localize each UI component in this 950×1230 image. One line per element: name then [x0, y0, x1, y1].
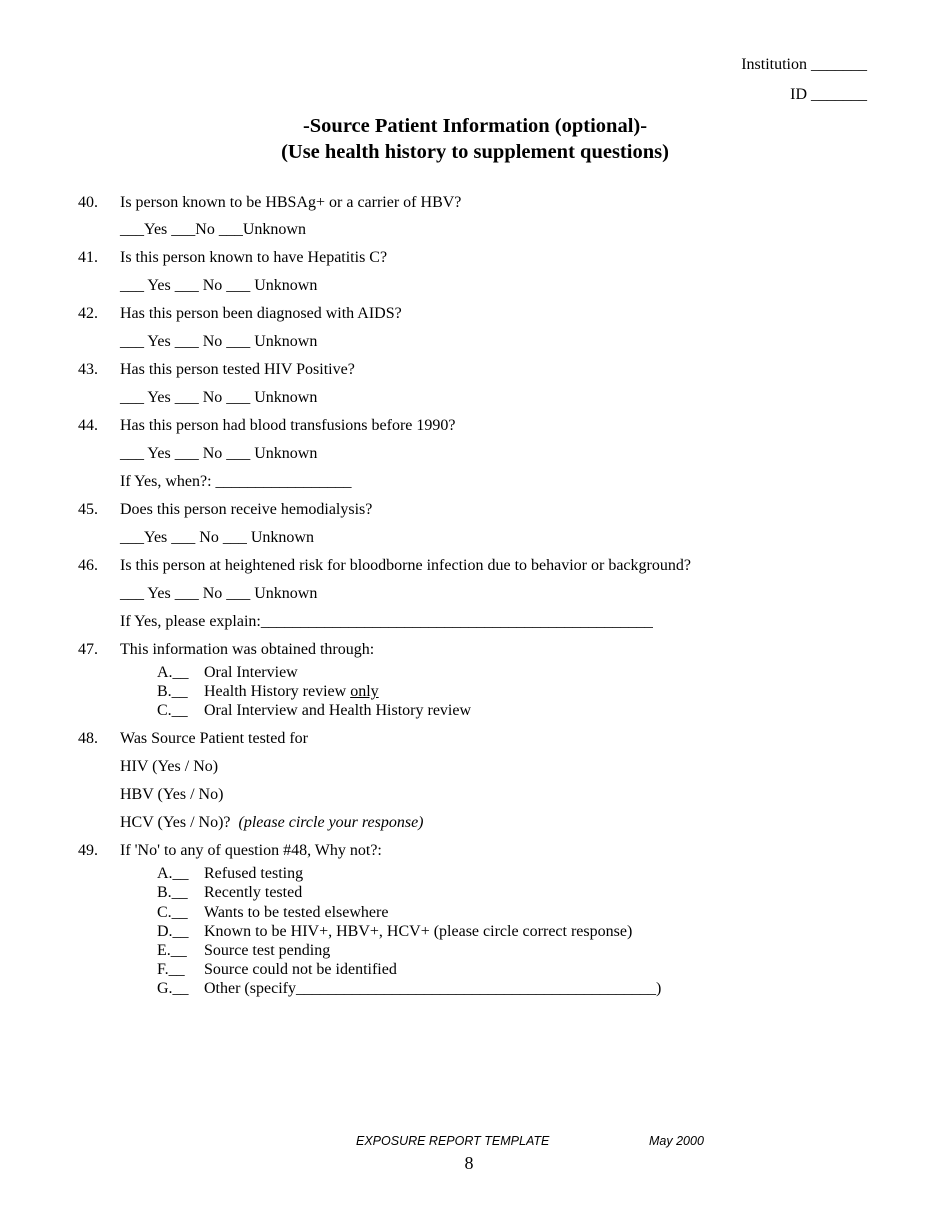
option-letter: C.__: [157, 904, 188, 921]
answer-options: ___ Yes ___ No ___ Unknown: [120, 333, 318, 350]
question-text: This information was obtained through:: [120, 641, 375, 658]
option-letter: B.__: [157, 683, 188, 700]
circle-note: (please circle your response): [238, 814, 424, 831]
question-text: Is this person at heightened risk for bloodborne infection due to behavior or background?: [120, 557, 691, 574]
answer-options: ___ Yes ___ No ___ Unknown: [120, 445, 318, 462]
question-text: Has this person had blood transfusions before 1990?: [120, 417, 456, 434]
option-emphasis: only: [350, 683, 379, 700]
test-line: HCV (Yes / No)?: [120, 814, 231, 831]
id-field: ID _______: [790, 86, 867, 103]
page-title: -Source Patient Information (optional)-: [302, 115, 648, 137]
option-letter: A.__: [157, 664, 189, 681]
option-text: Other (specify_____________________________________________): [204, 980, 662, 997]
test-line-row: [120, 814, 424, 832]
option-letter: A.__: [157, 865, 189, 882]
option-letter: D.__: [157, 923, 189, 940]
option-text: Known to be HIV+, HBV+, HCV+ (please circle correct response): [204, 923, 633, 940]
question-number: 49.: [78, 842, 98, 859]
footer-template-name: EXPOSURE REPORT TEMPLATE: [356, 1134, 550, 1148]
option-text: Oral Interview: [204, 664, 298, 681]
option-text: Oral Interview and Health History review: [204, 702, 472, 719]
option-text: Refused testing: [204, 865, 304, 882]
question-number: 45.: [78, 501, 98, 518]
option-text: Source could not be identified: [204, 961, 397, 978]
option-letter: C.__: [157, 702, 188, 719]
page-subtitle: (Use health history to supplement questions): [281, 141, 669, 163]
footer-date: May 2000: [649, 1134, 704, 1148]
option-text: Recently tested: [204, 884, 303, 901]
question-number: 41.: [78, 249, 98, 266]
option-letter: F.__: [157, 961, 185, 978]
question-text: Was Source Patient tested for: [120, 730, 308, 747]
test-line: HIV (Yes / No): [120, 758, 219, 775]
question-text: Has this person been diagnosed with AIDS?: [120, 305, 402, 322]
institution-field: Institution _______: [741, 56, 867, 73]
question-number: 40.: [78, 194, 98, 211]
option-letter: B.__: [157, 884, 188, 901]
page-number: 8: [464, 1153, 474, 1173]
option-text: Wants to be tested elsewhere: [204, 904, 389, 921]
followup-field: If Yes, please explain:_________________________________________________: [120, 613, 653, 630]
option-text: Health History review: [204, 683, 347, 700]
answer-options: ___ Yes ___ No ___ Unknown: [120, 277, 318, 294]
option-letter: G.__: [157, 980, 189, 997]
answer-options: ___ Yes ___ No ___ Unknown: [120, 585, 318, 602]
answer-options: ___ Yes ___ No ___ Unknown: [120, 389, 318, 406]
answer-options: ___Yes ___No ___Unknown: [120, 221, 306, 238]
question-number: 44.: [78, 417, 98, 434]
question-number: 46.: [78, 557, 98, 574]
question-number: 42.: [78, 305, 98, 322]
question-number: 47.: [78, 641, 98, 658]
option-item: [204, 683, 379, 701]
option-text: Source test pending: [204, 942, 331, 959]
test-line: HBV (Yes / No): [120, 786, 224, 803]
question-text: Is this person known to have Hepatitis C?: [120, 249, 388, 266]
followup-field: If Yes, when?: _________________: [120, 473, 352, 490]
question-number: 48.: [78, 730, 98, 747]
question-text: Is person known to be HBSAg+ or a carrier of HBV?: [120, 194, 462, 211]
option-letter: E.__: [157, 942, 187, 959]
answer-options: ___Yes ___ No ___ Unknown: [120, 529, 314, 546]
question-text: If 'No' to any of question #48, Why not?:: [120, 842, 382, 859]
question-text: Has this person tested HIV Positive?: [120, 361, 355, 378]
question-number: 43.: [78, 361, 98, 378]
question-text: Does this person receive hemodialysis?: [120, 501, 373, 518]
